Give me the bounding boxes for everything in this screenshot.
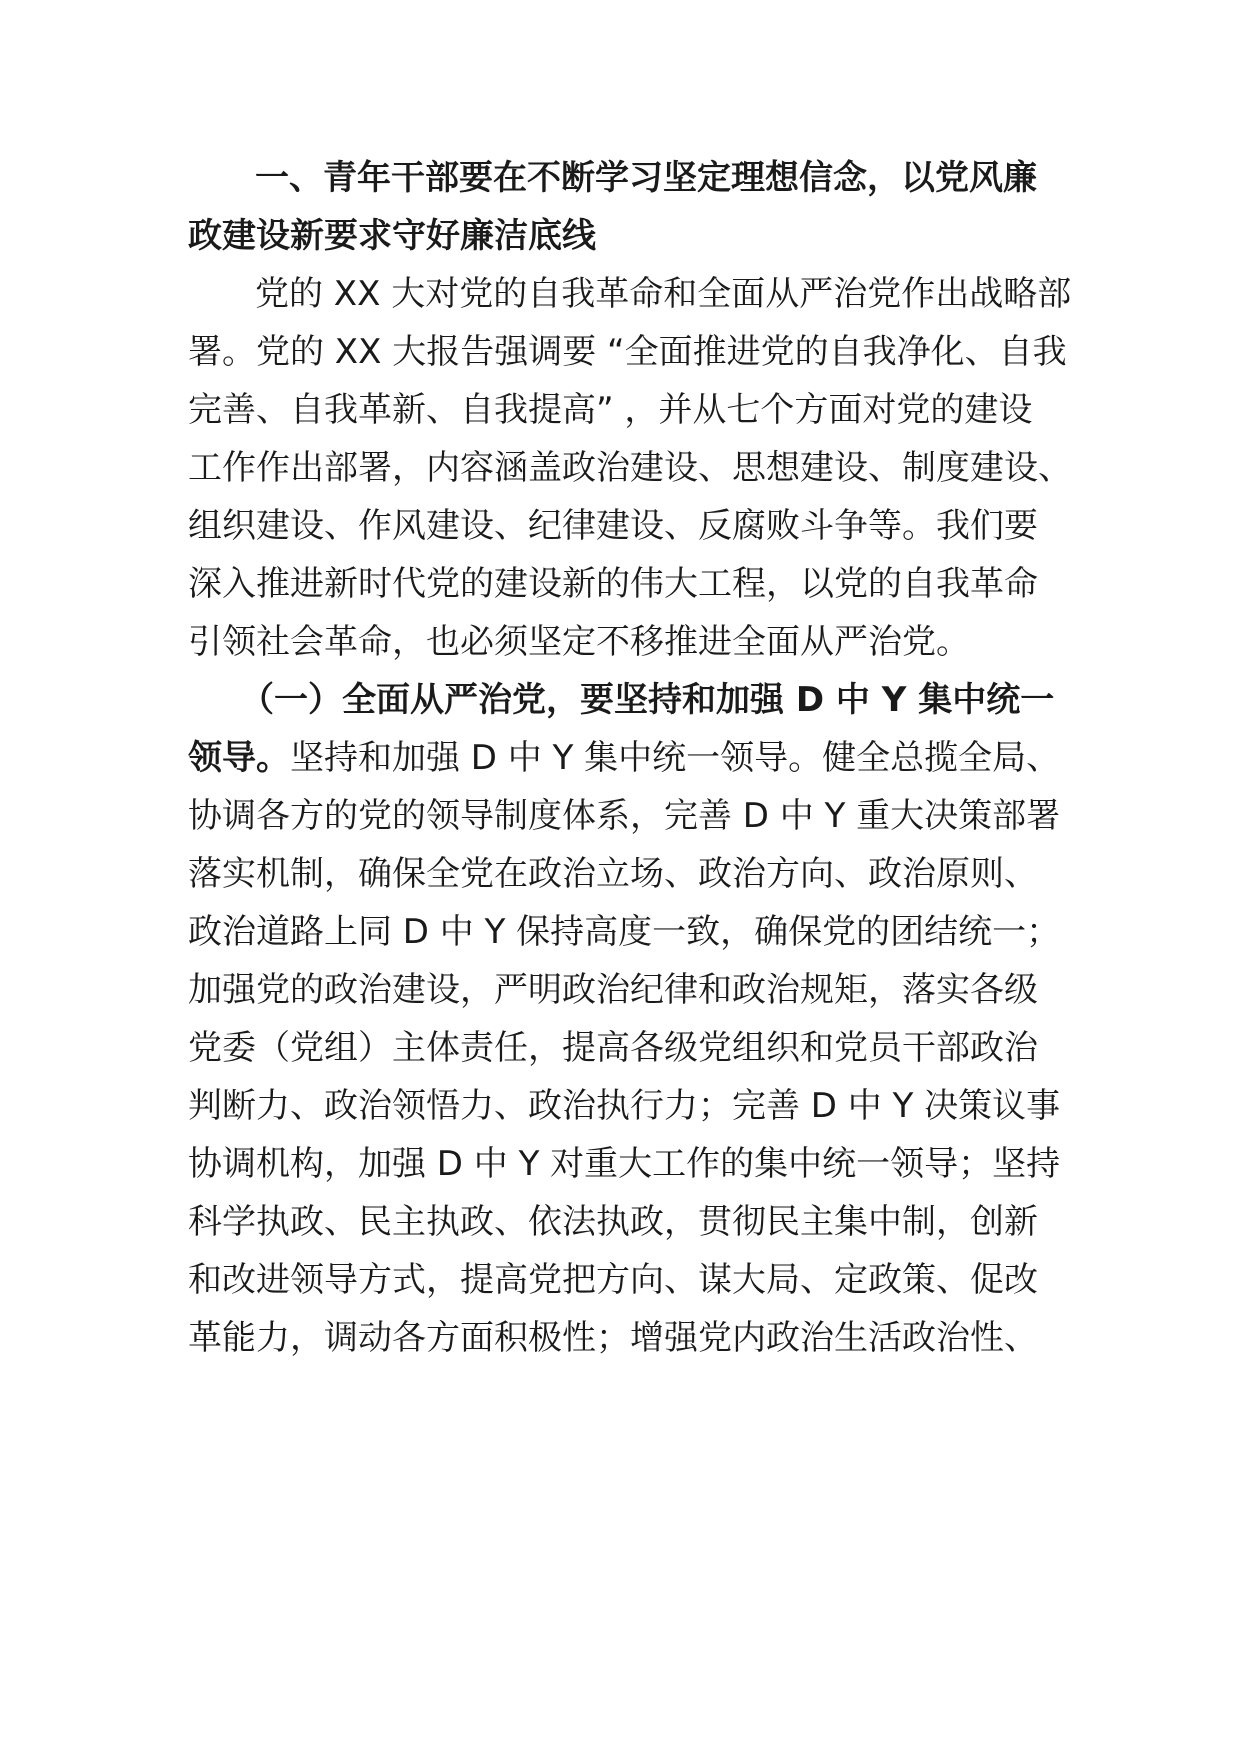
paragraph-1-line-5: 组织建设、作风建设、纪律建设、反腐败斗争等。我们要 — [188, 506, 1038, 546]
paragraph-2-line-5: 政治道路上同 D 中 Y 保持高度一致，确保党的团结统一； — [188, 912, 1061, 952]
section-heading-line-1: 一、青年干部要在不断学习坚定理想信念，以党风廉 — [255, 158, 1037, 198]
subheading-line-2: 领导。 — [188, 738, 290, 778]
paragraph-2-line-3: 协调各方的党的领导制度体系，完善 D 中 Y 重大决策部署 — [188, 796, 1061, 836]
paragraph-2-line-4: 落实机制，确保全党在政治立场、政治方向、政治原则、 — [188, 854, 1038, 894]
paragraph-2-line-7: 党委（党组）主体责任，提高各级党组织和党员干部政治 — [188, 1028, 1038, 1068]
paragraph-2-line-11: 和改进领导方式，提高党把方向、谋大局、定政策、促改 — [188, 1260, 1038, 1300]
paragraph-1-line-6: 深入推进新时代党的建设新的伟大工程，以党的自我革命 — [188, 564, 1038, 604]
paragraph-2-line-12: 革能力，调动各方面积极性；增强党内政治生活政治性、 — [188, 1318, 1038, 1358]
paragraph-1-line-3: 完善、自我革新、自我提高” ，并从七个方面对党的建设 — [188, 390, 1033, 430]
paragraph-2-line-6: 加强党的政治建设，严明政治纪律和政治规矩，落实各级 — [188, 970, 1038, 1010]
paragraph-1-line-7: 引领社会革命，也必须坚定不移推进全面从严治党。 — [188, 622, 970, 662]
paragraph-2-line-2-text: 坚持和加强 D 中 Y 集中统一领导。健全总揽全局、 — [290, 738, 1061, 778]
section-heading-line-2: 政建设新要求守好廉洁底线 — [188, 216, 596, 256]
paragraph-1-line-2: 署。党的 XX 大报告强调要 “全面推进党的自我净化、自我 — [188, 332, 1067, 372]
paragraph-2-line-8: 判断力、政治领悟力、政治执行力；完善 D 中 Y 决策议事 — [188, 1086, 1061, 1126]
paragraph-2-line-2 — [188, 728, 1060, 788]
paragraph-2-line-10: 科学执政、民主执政、依法执政，贯彻民主集中制，创新 — [188, 1202, 1038, 1242]
paragraph-2-line-9: 协调机构，加强 D 中 Y 对重大工作的集中统一领导；坚持 — [188, 1144, 1061, 1184]
paragraph-1-line-4: 工作作出部署，内容涵盖政治建设、思想建设、制度建设、 — [188, 448, 1072, 488]
subheading-line-1: （一）全面从严治党，要坚持和加强 D 中 Y 集中统一 — [240, 680, 1055, 720]
paragraph-1-line-1: 党的 XX 大对党的自我革命和全面从严治党作出战略部 — [255, 274, 1072, 314]
